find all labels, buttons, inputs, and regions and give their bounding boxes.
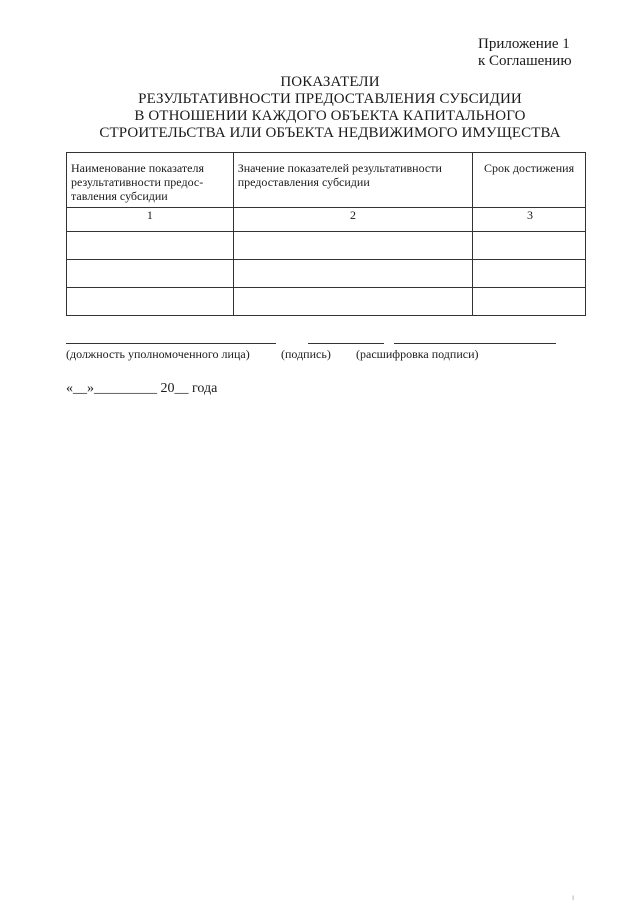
table-cell[interactable] — [473, 232, 586, 260]
page-mark: ı — [572, 893, 575, 902]
position-label: (должность уполномоченного лица) — [66, 347, 250, 361]
header-indicator-name: Наименование показателя результативности предос-тавления субсидии — [67, 153, 234, 208]
document-title — [40, 74, 620, 142]
table-number-row — [67, 208, 586, 232]
appendix-line-2: к Соглашению — [478, 53, 572, 69]
header-indicator-value: Значение показателей результативности предоставления субсидии — [233, 153, 472, 208]
decoding-blank-line[interactable] — [394, 343, 556, 344]
table-cell[interactable] — [67, 288, 234, 316]
position-blank-line[interactable] — [66, 343, 276, 344]
table-cell[interactable] — [473, 260, 586, 288]
date-line[interactable]: «__»_________ 20__ года — [66, 381, 218, 396]
appendix-line-1: Приложение 1 — [478, 36, 570, 52]
signature-blank-line[interactable] — [308, 343, 384, 344]
title-line-1: ПОКАЗАТЕЛИ — [280, 74, 380, 90]
table-cell[interactable] — [233, 260, 472, 288]
decoding-label: (расшифровка подписи) — [356, 347, 479, 361]
signature-label: (подпись) — [281, 347, 331, 361]
table-row — [67, 232, 586, 260]
title-line-2: РЕЗУЛЬТАТИВНОСТИ ПРЕДОСТАВЛЕНИЯ СУБСИДИИ — [138, 91, 522, 107]
header-deadline: Срок достижения — [473, 153, 586, 208]
table-cell[interactable] — [233, 288, 472, 316]
column-number-2: 2 — [233, 208, 472, 232]
title-line-4: СТРОИТЕЛЬСТВА ИЛИ ОБЪЕКТА НЕДВИЖИМОГО ИМУЩЕСТВА — [99, 125, 561, 141]
title-line-3: В ОТНОШЕНИИ КАЖДОГО ОБЪЕКТА КАПИТАЛЬНОГО — [134, 108, 526, 124]
column-number-3: 3 — [473, 208, 586, 232]
column-number-1: 1 — [67, 208, 234, 232]
table-cell[interactable] — [473, 288, 586, 316]
appendix-note — [478, 36, 572, 70]
table-header-row — [67, 153, 586, 208]
table-cell[interactable] — [67, 260, 234, 288]
table-row — [67, 288, 586, 316]
table-cell[interactable] — [67, 232, 234, 260]
indicators-table — [66, 152, 586, 316]
table-cell[interactable] — [233, 232, 472, 260]
table-row — [67, 260, 586, 288]
